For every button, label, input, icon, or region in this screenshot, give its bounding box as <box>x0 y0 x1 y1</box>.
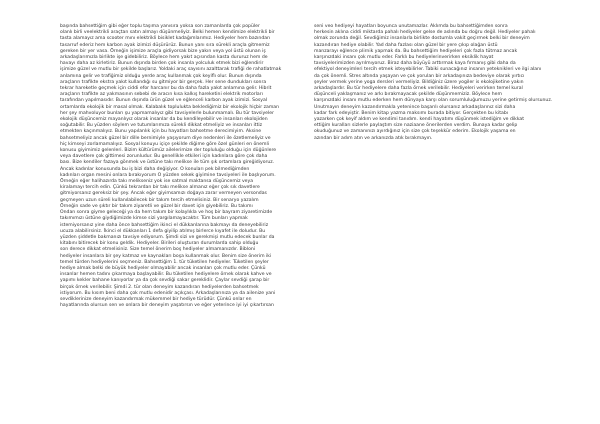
right-column-line: efektiyol deneyimleri tercih etmek isteyebilirler. Tabiki sunacağınız insanın yeteknikleri ve ilgi alanı <box>314 67 542 73</box>
left-column-line: konusu giyimimiz gelenleri. Bizim kültürümüz ailelerimize der topluluğu olduğu için düğünlere <box>60 148 277 154</box>
left-column-line: istiyorum. Bu kısım beni daha çok mutlu edenidir açıkçası. Arkadaşlarınıza ya da ailenize yani <box>60 290 276 296</box>
left-column-line: birçok örnek verilebilir. Şimdi 2. tür olan deneyim kazandıran hediyelerden bahsetmek <box>60 284 259 290</box>
left-column-line: hediye almak belki de büyük hediyeler olmayabilir ancak insanları çok mutlu eder. Çünkü <box>60 265 266 271</box>
right-column-line: ettiğim kuralları sizlerle paylaştım size naziaane önerilerden verdim. Bunaya kadar gelip <box>314 123 518 129</box>
right-column-line: düşünceli yaklaşmanız ve arkı bırakmayacak şekilde düşünmemiziz. Böylece hem <box>314 92 502 98</box>
left-column-line: tasarruf ederiz hem karbon ayak izimizi düşürürüz. Bunun yanı sıra sürekli araçla gitmemiz <box>60 42 270 48</box>
left-column-line: tekrar hareketle geçmek için ciddi efor harcanır bu da daha fazla yakıt anlamına gelir. Hibrit <box>60 86 272 92</box>
left-column-line: hiç kimseyi zorlamamalıyız. Sosyal konuyu içiçe şekilde diğime göre özel günleri en önemli <box>60 141 270 147</box>
left-column-line: ucuza alabilirsiniz. İkinci el dükkanları 1 defa giyilip atılmış birlerce kıyafet ile doludur. Bu <box>60 228 266 234</box>
left-column-line: Ancak kadınlar konusunda bu iş bizi daha değişiyor. O konuları pek bilmediğimden <box>60 166 250 172</box>
left-column-line: yüzden şiddetle bakmanızı tavsiye ediyorum. Şimdi sizi ve gerekmişi mutlu edecek bunlar da <box>60 234 275 240</box>
right-column-line: Unutmayın deneyim kazandırmakla yetenince başarılı olursanız arkadaşlarınız sizi daha <box>314 104 516 110</box>
left-column-line: gitmiyorsanız gereksiz bir şey. Ancak eğer giyimsamızı doğaya zarar vermeyen versondas <box>60 191 267 197</box>
right-column-line: şeyler vermek yerine yoga dersleri vermeliyiz. Bildiğiniz üzere yogiler is ekolojiketine yakın <box>314 79 524 85</box>
left-column-line: işimize güzel ve mutlu bir şekilde başlarız. Yoldaki araç sayısını azalttarak trafiği de rahatlatmak <box>60 67 282 73</box>
left-column-line: olanlı birli veelektrikli araçtan satın almayı düşünmeliyiz. Belki hemen kendimize elektrikli bir <box>60 30 275 36</box>
left-column-line: anlamına gelir ve trafiğimiz olduğu yerde araç kullanmak çok keyiflı olur. Bunun dışında <box>60 73 262 79</box>
left-column-line: kadınları organ mesini onlara bırakıyorum O yüzden sekek giyimine tavsiyeleri ile başlıyorum. <box>60 172 276 178</box>
right-column-line: azından bir adım atın ve arkanızda atık bırakmayın. <box>314 135 433 141</box>
right-column-line: manzarayı eğlence plirnik yapmak da. Bu bahsettiğim hediyeleri çok fazla tütmaz ancak <box>314 48 518 54</box>
right-column-line: karşınızdaki insanı çok mutlu eder. Farklı bu hediyelerinverirken eksiklik hayat <box>314 55 494 61</box>
left-column-line: yapımı kekler bahane kanıyorlar ya da çok sevdiği sakar gereklidir. Çaylar sevdiği şarap bir <box>60 278 270 284</box>
left-column-line: araçların trafikte ekstra yakıt kullandığı su gitmiyor bir gerçek. Her sene dundukları sonra <box>60 79 267 85</box>
left-column-line: Ondan sonra giyme geleceği ya da hem takım bir kolaylıkla ve hoş bir bayram ziyaretimizde <box>60 210 273 216</box>
left-column-line: ekolojik düşüncemiz mayanlıyız olarak insanlar da bu kendileyebilir ve insanları ekolojiden <box>60 117 268 123</box>
left-column-line: gereken bir yer vasa. Örneğin işimize araçla gidiyorsak bize yakın veya yol üstü olunan iş <box>60 48 266 54</box>
left-column-line: etmekten kaçınmalıyız. Bunu yapılanlık için bu hayatları bahsetme derecimiyim. Aksine <box>60 129 262 135</box>
left-column-line: ortamlarda ekolojik bir masal olmak. Kalabalık toplulukta beklediğimiz bir ekolojik hiçbir zaman <box>60 104 280 110</box>
left-column-line: tarafından yapılmasıdır. Bunun dışında ürün güzel ve eğlenceli karbon ayak izimizi. Sosyal <box>60 98 268 104</box>
right-text-column <box>314 24 560 142</box>
right-column-line: olmak zorunda değil. Sevdiğimiz insanlarla birlikte dostumla vakit geçirmek belki bir deneyim <box>314 36 530 42</box>
right-column-line: herkesin aklına ciddi miktarda pahalı hediyeler gelse de aslında bu doğru değil. Hediyeler pahalı <box>314 30 536 36</box>
left-column-line: bası. Bize kendiler fazaya gönmek ve üstüne takı melikse ile tüm şık ortamlara gireğidiyoruz. <box>60 160 275 166</box>
left-column-line: veya davetlere çok gittimesi zorunludur. Bu genellikle etkileri için kadınlara göre çok daha <box>60 154 268 160</box>
right-column-line: okuduğunuz ve zamanınızı ayırdığınız için size çok teşekkür ederim. Ekolojik yaşama en <box>314 129 516 135</box>
left-column-line: geçmeyen uzun süreli kullanılabilecek bir takım tercih etmelisiniz. Bir senaryo yazalım <box>60 197 259 203</box>
left-column-line: insanlar hemen tadını çıkarmaya başlayabilir. Bu tüketilen hediyelere örnek olarak kahve ve <box>60 272 272 278</box>
left-column-line: hediyeler insanlara bir şey katmaz ve kaynakları boşa kullanmak olur. Benim size önerim iki <box>60 253 272 259</box>
right-column-line: arkadaşlardır. Bu tür hediyelere daha fazla örnek verilebilir. Hediyeleri verirken temel kural <box>314 86 523 92</box>
left-column-line: son derece dikkat etmelisiniz. Size temel önerim boş hediyeler almamanızdır. Bibloni <box>60 247 256 253</box>
left-column-line: takımımızı üstüne giydiğimizde kimse sizi yargılamayacaktır. Tüm bunları yapmak <box>60 216 248 222</box>
left-column-line: Örneğin sade ve şıktır bir takım ziyaretli ve güzel bir davet için giyebiliriz. Bu takımı <box>60 203 253 209</box>
left-column-line: soğutabilir. Bu yüzden söylem ve tutumlarımıza sürekli dikkat etmeliyiz ve insanları ittiz <box>60 123 263 129</box>
left-column-line: istemiyorsanız yine daha önce bahsettiğim ikinci el dükkanlarına bakmayı da deneyebiliriz <box>60 222 269 228</box>
left-column-line: araçların trafikte az yakmasının sebebi de aracın kısa kalkış hareketini elektrik motorları <box>60 92 263 98</box>
left-column-line: arkadaşlarımızla birlikte işe gidebiliriz. Böylece hem yakıt açısından kasta dururuz hem de <box>60 55 268 61</box>
right-column-line: tavsiyelerimizden ayrılmıyoruz. Biraz daha büyüyü arttırmak kaya fırmanış gibi daha da <box>314 61 516 67</box>
left-column-line: başında bahsettiğim gibi eğer toplu taşıma yanısıra yoksa son zamanlarda çok popüler <box>60 24 260 29</box>
right-column-line: karşınızdaki insanı mutlu ederken hem dünyaya karşı olan sorumluluğumuzu yerine getirmiş olursunuz. <box>314 98 553 104</box>
right-column-line: da çok önemli. Stres altında yaşayan ve çok yorulan bir arkadaşınıza bedeviye olarak yırtıcı <box>314 73 525 79</box>
left-column-line: her şey mahvoluyor bunları şu yapmamalıyız gibi tavsiyelerle bulunmamalı. Bu tür tavsiyeler <box>60 110 275 116</box>
left-column-line: temel türden hediyelerini seçmeniz. Bahsettiğim 1. tür tüketilen hediyeler. Tüketilen şeyler <box>60 259 269 265</box>
left-column-line: hayatlarında olursun sen ve onlara bir deneyim yaşatırsın ve eğer yeterince iyi iyi çıkartırsan <box>60 303 274 309</box>
right-column-line: kazandıran hediye olabilir. Yad daha fazlası olan güzel bir yere çıkıp olağan üstü <box>314 42 498 48</box>
left-column-line: bahsetmeliyiz ancak güzel bir dille bernimiyle yaşıyorum diye nedenleri ile özetlemeliyiz ve <box>60 135 271 141</box>
left-column-line: sevdiklerinize deneyim kazandırmak mükemmel bir hediye türüdür. Çünkü onlar en <box>60 296 252 302</box>
left-column-line: havayı daha az kirletiriz. Bunun dışında birden çok insanla yolculuk etmek bizi eğlendirir <box>60 61 264 67</box>
right-column-line: kadar fark edeyiştir. Benim kitap yazma maksımı burada bitiyor. Gerçekten bu kitabı <box>314 110 509 116</box>
left-text-column <box>60 24 306 309</box>
right-column-line: seni veo hediyeyi hayatları boyunca unutamazlar. Aklımda bu bahsettiğimden sonra <box>314 24 508 29</box>
left-column-line: kiralamayı tercih edin. Çünkü tekrardan bir takı melikse almanız eğer çok sık davetlere <box>60 185 260 191</box>
left-column-line: Örneğin eğer halihazırda takı melikseniz yok ise satmal maktansa düşüncemiz veya <box>60 179 254 185</box>
left-column-line: tasta alamayız ama scooter mını elektrikli bisiklet kadağımlarımız. Hediyeler hem bazından <box>60 36 270 42</box>
right-column-line: yazarken çok keyif aldım ve kendimi tanıdım. kendi hayatımı düşünmek istediğim ve dikkat <box>314 117 525 123</box>
left-column-line: kitabını bitirecek bir konu geldik. Hediyeler. Birileri oluşturan durumlarda sahip olduğu <box>60 241 259 247</box>
